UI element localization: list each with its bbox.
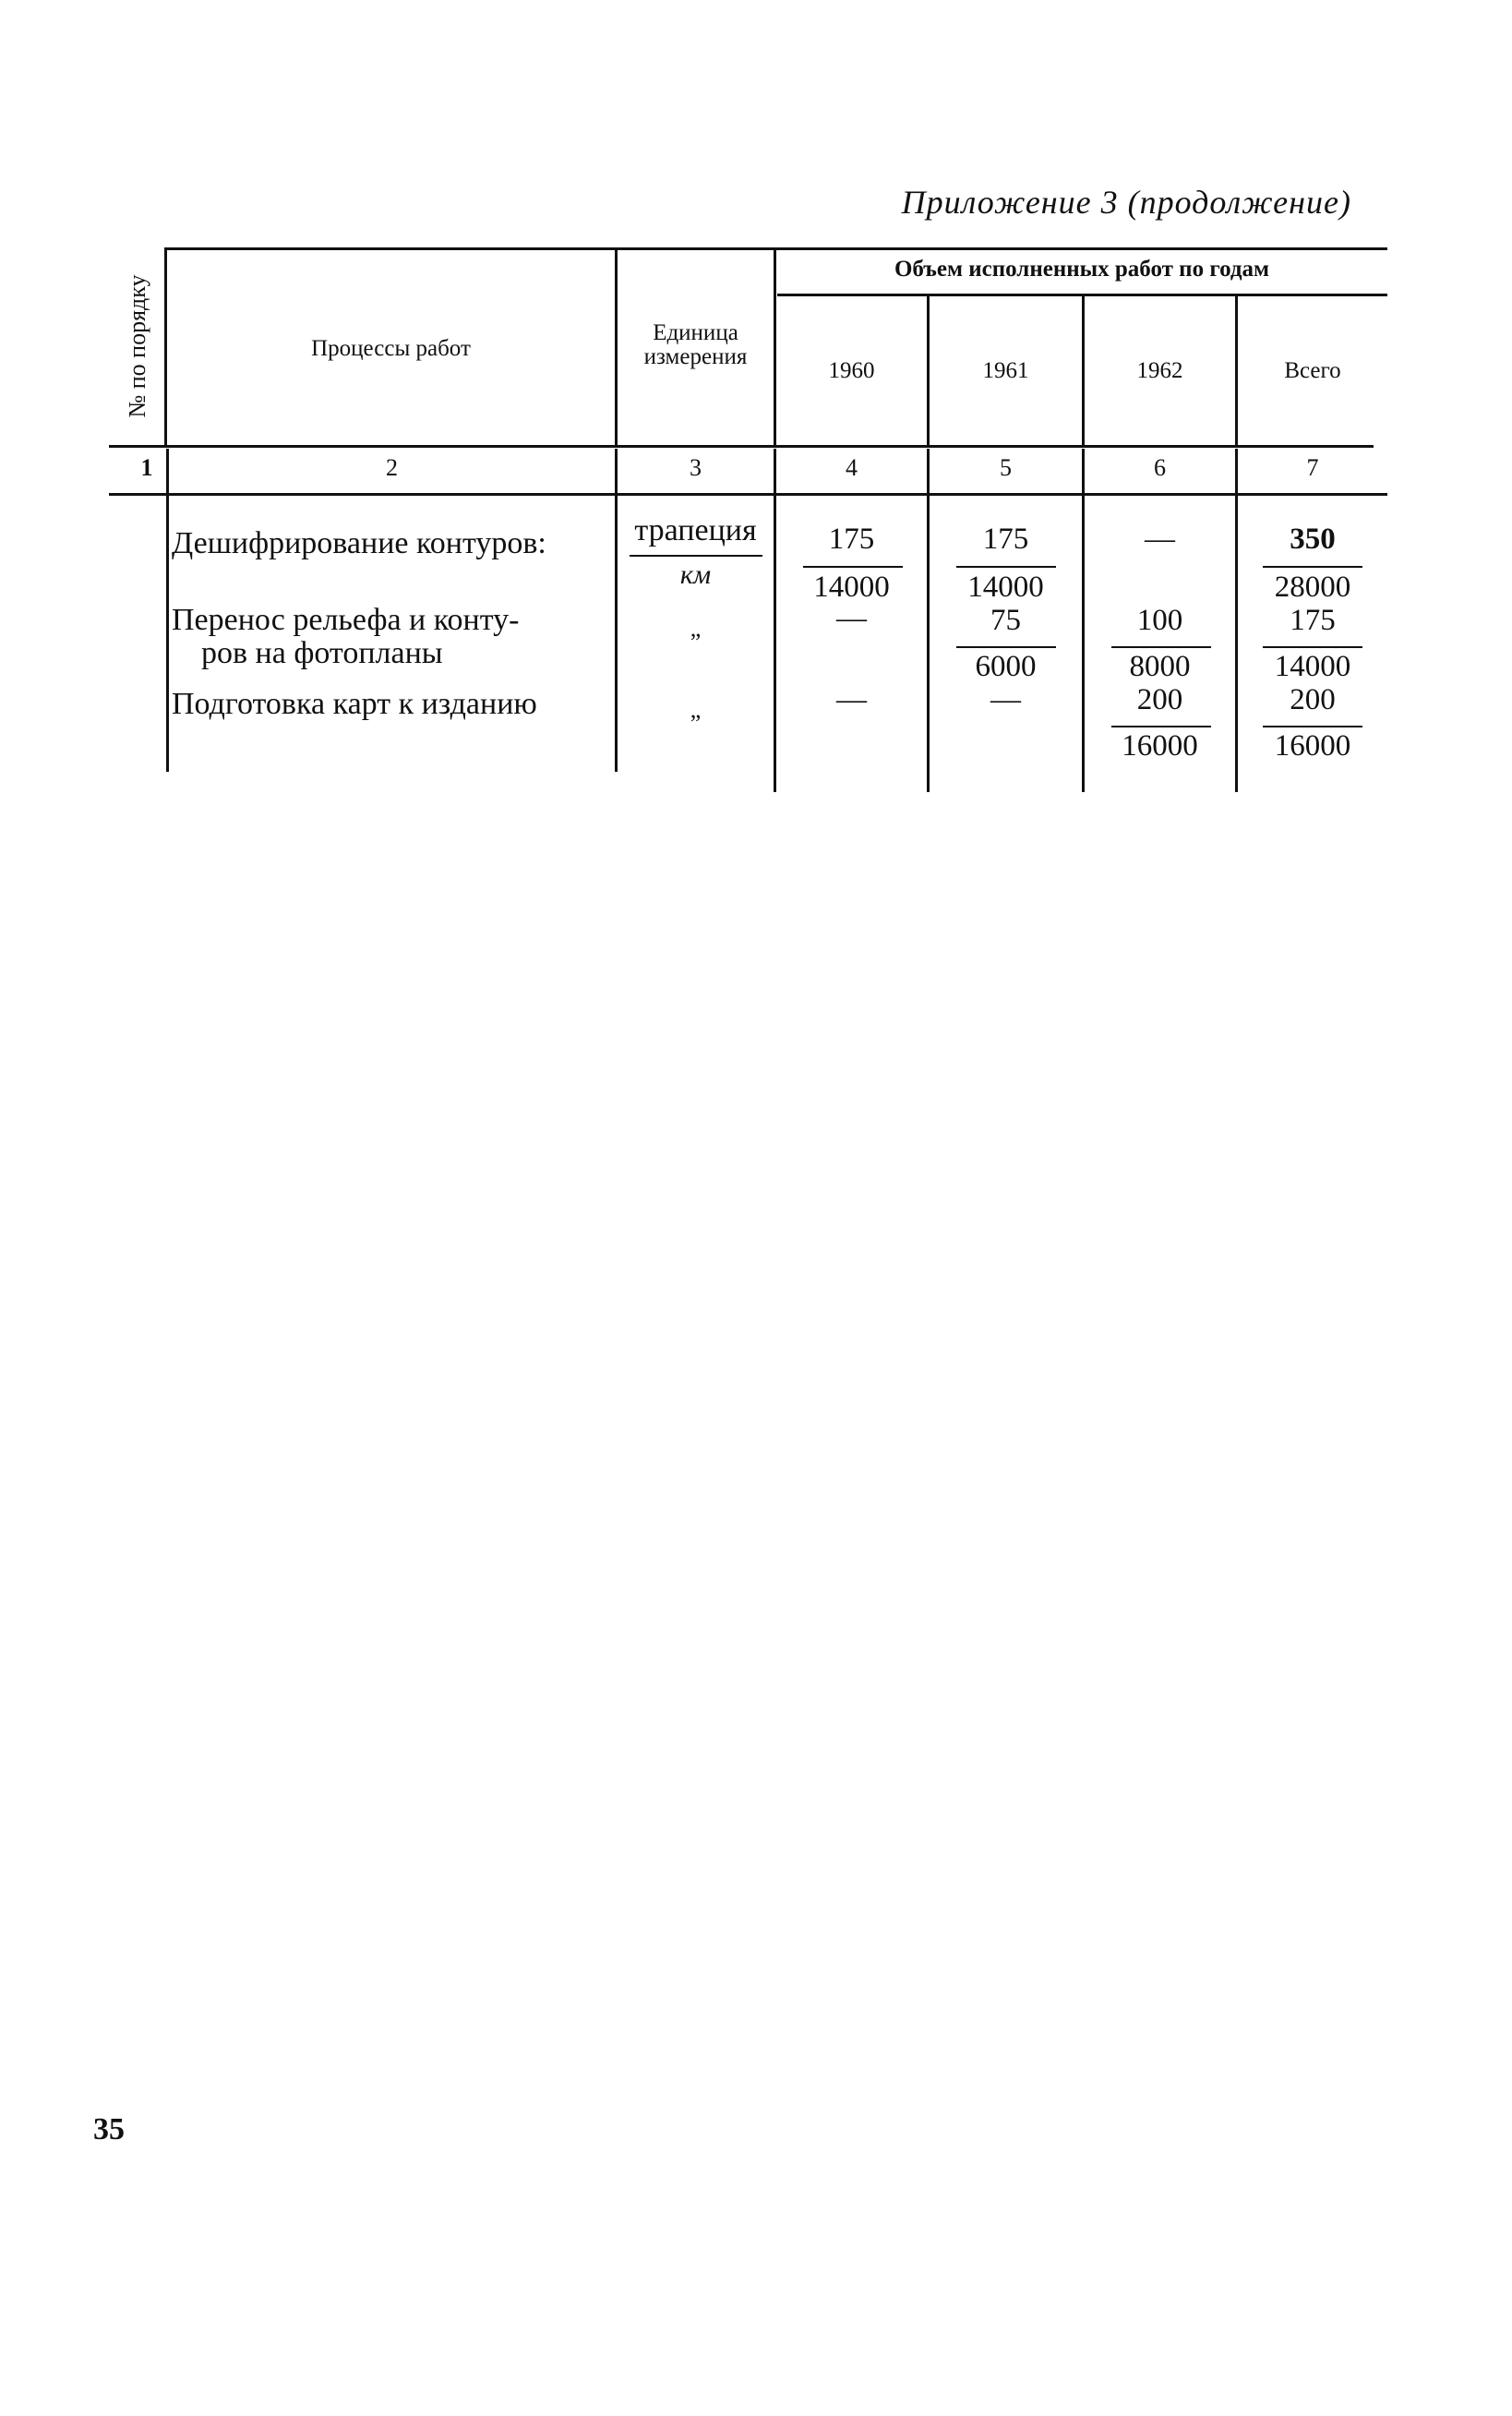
row1-1961-bottom: 14000 [967, 571, 1044, 604]
row1-1961-top: 175 [982, 523, 1029, 556]
row1-total-bottom: 28000 [1274, 571, 1351, 604]
row3-total-bottom: 16000 [1274, 729, 1351, 763]
row2-total-bar [1263, 646, 1362, 648]
header-total: Всего [1284, 358, 1341, 383]
header-row-number: № по порядку [124, 274, 150, 418]
col-number-6: 6 [1154, 454, 1166, 481]
row2-1960-top: — [836, 602, 867, 635]
header-year-1961: 1961 [982, 358, 1029, 383]
body-rule-1 [166, 495, 169, 772]
row3-unit-ditto: „ [690, 696, 702, 723]
header-group-years: Объем исполненных работ по годам [894, 257, 1270, 282]
row3-1961-top: — [990, 683, 1021, 716]
works-volume-table [109, 247, 1387, 792]
row1-unit-bottom: км [679, 559, 712, 590]
header-year-1962: 1962 [1136, 358, 1183, 383]
row2-total-top: 175 [1290, 604, 1336, 637]
row2-process: Перенос рельефа и конту- ров на фотопланы [172, 603, 520, 670]
row3-1962-bar [1111, 726, 1211, 727]
row3-1960-top: — [836, 683, 867, 716]
col-number-7: 7 [1306, 454, 1319, 481]
row2-1962-bottom: 8000 [1129, 650, 1191, 683]
row3-total-bar [1263, 726, 1362, 727]
row1-unit-fraction-bar [630, 555, 762, 557]
row1-1961-bar [956, 566, 1056, 568]
row2-total-bottom: 14000 [1274, 650, 1351, 683]
header-bottom-rule [109, 445, 1374, 448]
row2-1961-top: 75 [990, 604, 1021, 637]
row2-unit-ditto: „ [690, 615, 702, 642]
row1-total-bar [1263, 566, 1362, 568]
row2-1962-bar [1111, 646, 1211, 648]
row2-1961-bar [956, 646, 1056, 648]
page-number: 35 [93, 2112, 125, 2146]
row3-total-top: 200 [1290, 683, 1336, 716]
column-number-rule [109, 493, 1387, 496]
row1-total-top: 350 [1290, 523, 1336, 556]
row1-1960-bar [803, 566, 903, 568]
col-number-2: 2 [386, 454, 398, 481]
row2-1962-top: 100 [1136, 604, 1183, 637]
col-number-3: 3 [690, 454, 702, 481]
row3-1962-top: 200 [1136, 683, 1183, 716]
row1-1962-top: — [1145, 523, 1175, 556]
header-process: Процессы работ [311, 336, 471, 361]
page-heading: Приложение 3 (продолжение) [901, 184, 1351, 221]
header-unit: Единица измерения [643, 320, 748, 369]
row1-process: Дешифрирование контуров: [172, 526, 546, 560]
col-number-4: 4 [846, 454, 858, 481]
col-number-1: 1 [140, 454, 153, 481]
row3-process: Подготовка карт к изданию [172, 687, 537, 721]
col-number-5: 5 [1000, 454, 1012, 481]
row1-1960-top: 175 [828, 523, 875, 556]
row1-unit-top: трапеция [634, 513, 757, 547]
row1-1960-bottom: 14000 [813, 571, 890, 604]
row3-1962-bottom: 16000 [1122, 729, 1198, 763]
row2-1961-bottom: 6000 [975, 650, 1037, 683]
header-year-1960: 1960 [828, 358, 875, 383]
